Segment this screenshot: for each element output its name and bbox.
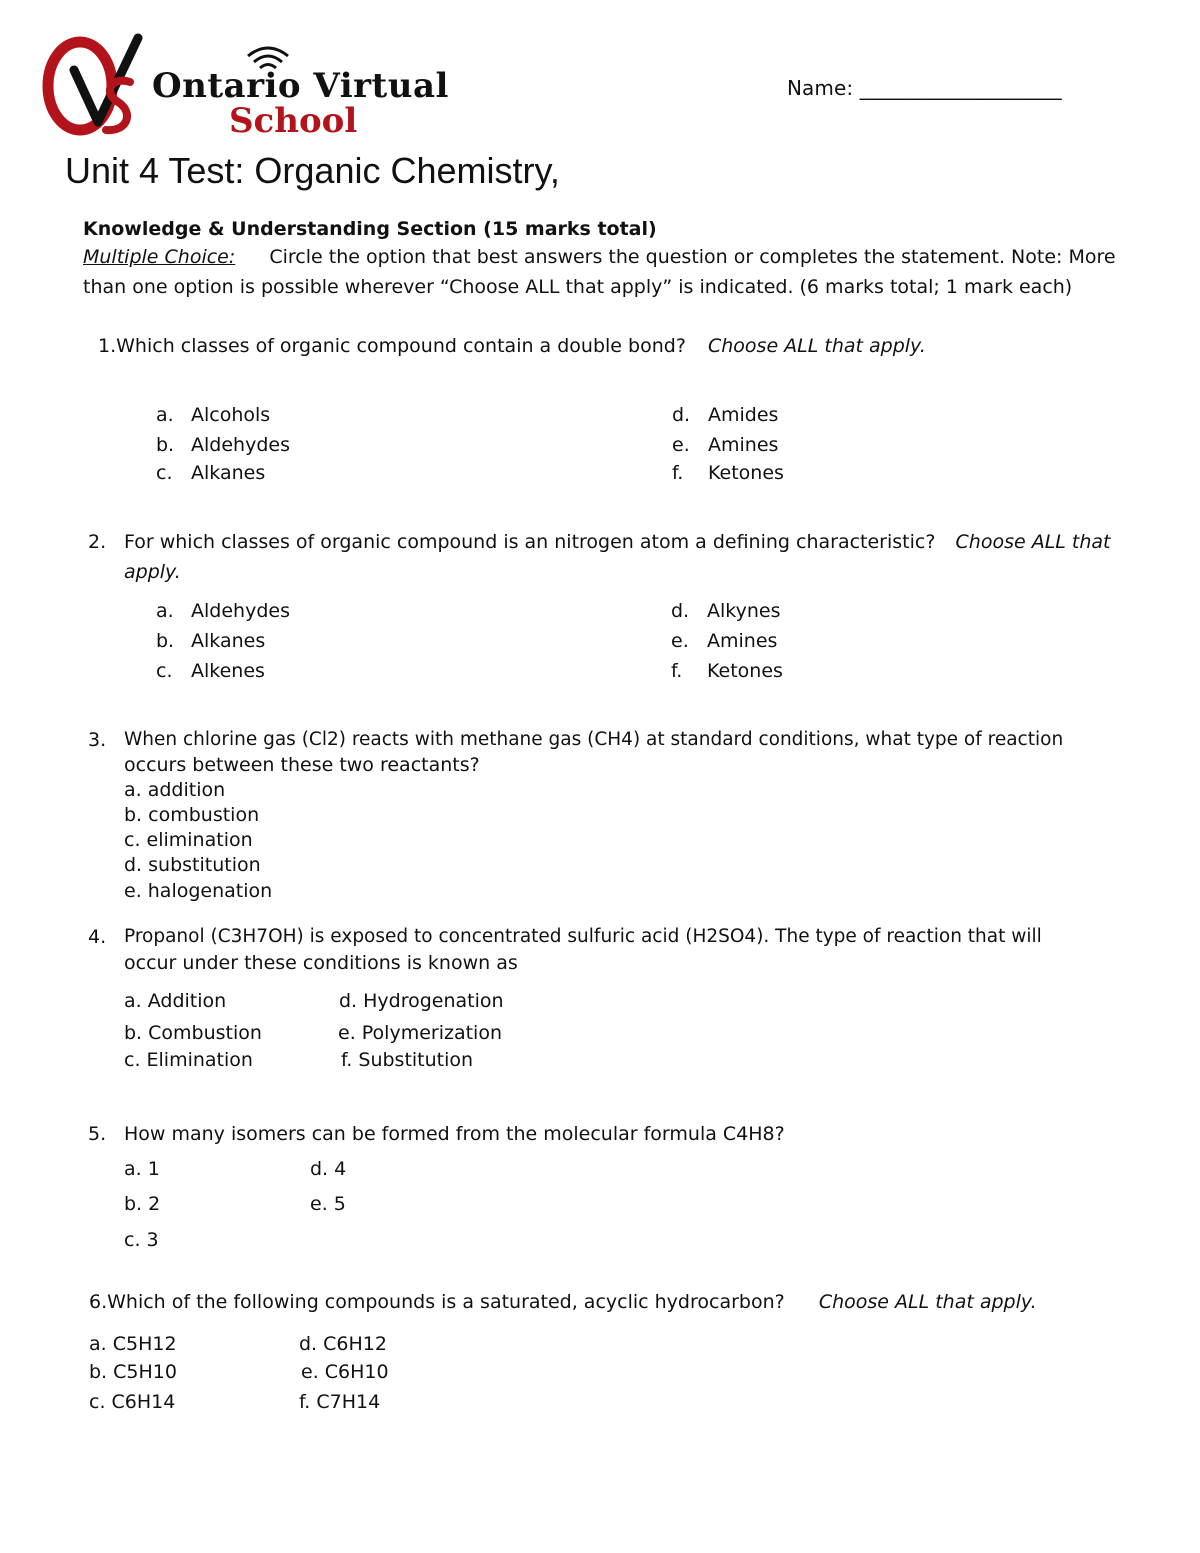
logo-line2: School <box>229 101 358 141</box>
q5-number: 5. <box>88 1123 107 1145</box>
q1-hint: Choose ALL that apply. <box>708 335 926 357</box>
q5-option-e[interactable]: e. 5 <box>310 1193 346 1215</box>
q2-option-d[interactable]: Alkynes <box>707 600 781 622</box>
q1-option-a[interactable]: Alcohols <box>191 404 271 426</box>
q4-text-1: Propanol (C3H7OH) is exposed to concentrated sulfuric acid (H2SO4). The type of reaction that will <box>124 926 1042 947</box>
q4-option-c[interactable]: c. Elimination <box>124 1049 253 1071</box>
page-title: Unit 4 Test: Organic Chemistry, <box>65 150 560 191</box>
q3-text-2: occurs between these two reactants? <box>124 754 480 776</box>
q4-option-b[interactable]: b. Combustion <box>124 1022 262 1044</box>
q2-option-b-letter: b. <box>156 630 175 652</box>
q1-option-d[interactable]: Amides <box>708 404 779 426</box>
q5-option-d[interactable]: d. 4 <box>310 1158 347 1180</box>
q6-option-f[interactable]: f. C7H14 <box>299 1391 381 1413</box>
q6-option-a[interactable]: a. C5H12 <box>89 1333 177 1355</box>
q6-option-e[interactable]: e. C6H10 <box>301 1361 389 1383</box>
q2-option-e-letter: e. <box>671 630 689 652</box>
q1-option-c-letter: c. <box>156 462 173 484</box>
ovs-logo-mark <box>40 30 150 140</box>
q6-option-d[interactable]: d. C6H12 <box>299 1333 387 1355</box>
q6-text: 6.Which of the following compounds is a saturated, acyclic hydrocarbon? <box>89 1291 785 1313</box>
section-heading: Knowledge & Understanding Section (15 marks total) <box>83 218 657 240</box>
name-blank[interactable]: ____________________ <box>859 76 1062 100</box>
q3-option-a[interactable]: a. addition <box>124 779 226 801</box>
q3-number: 3. <box>88 729 107 751</box>
name-field[interactable] <box>787 76 1062 100</box>
q4-number: 4. <box>88 926 107 948</box>
q1-option-e-letter: e. <box>672 434 690 456</box>
q1-option-c[interactable]: Alkanes <box>191 462 266 484</box>
question-1 <box>98 335 926 357</box>
q6-option-c[interactable]: c. C6H14 <box>89 1391 176 1413</box>
q6-hint: Choose ALL that apply. <box>818 1291 1037 1313</box>
q4-option-a[interactable]: a. Addition <box>124 990 227 1012</box>
q4-option-d[interactable]: d. Hydrogenation <box>339 990 504 1012</box>
q2-text: For which classes of organic compound is an nitrogen atom a defining characteristic? <box>124 531 936 553</box>
q5-option-c[interactable]: c. 3 <box>124 1229 159 1251</box>
question-2 <box>124 531 1111 553</box>
question-6 <box>89 1291 1037 1313</box>
q1-option-b[interactable]: Aldehydes <box>191 434 290 456</box>
q1-option-e[interactable]: Amines <box>708 434 779 456</box>
instructions-text-1: Circle the option that best answers the question or completes the statement. Note: More <box>269 246 1116 268</box>
q5-option-b[interactable]: b. 2 <box>124 1193 161 1215</box>
q3-option-b[interactable]: b. combustion <box>124 804 260 826</box>
q5-text: How many isomers can be formed from the molecular formula C4H8? <box>124 1123 785 1145</box>
q4-text-2: occur under these conditions is known as <box>124 952 518 974</box>
q3-option-d[interactable]: d. substitution <box>124 854 261 876</box>
q1-option-f-letter: f. <box>672 462 684 484</box>
q2-option-c-letter: c. <box>156 660 173 682</box>
q1-option-f[interactable]: Ketones <box>708 462 784 484</box>
q2-option-f-letter: f. <box>671 660 683 682</box>
q3-option-c[interactable]: c. elimination <box>124 829 253 851</box>
q2-option-a[interactable]: Aldehydes <box>191 600 290 622</box>
q2-option-a-letter: a. <box>156 600 174 622</box>
instructions-line-1 <box>83 246 1116 268</box>
logo-line1: Ontario Virtual <box>152 66 449 106</box>
q3-option-e[interactable]: e. halogenation <box>124 880 273 902</box>
mc-label: Multiple Choice: <box>83 246 236 268</box>
q2-number: 2. <box>88 531 107 553</box>
q2-hint-2: apply. <box>124 561 181 583</box>
q1-option-a-letter: a. <box>156 404 174 426</box>
q4-option-e[interactable]: e. Polymerization <box>338 1022 502 1044</box>
q1-number: 1. <box>98 335 117 357</box>
q2-option-b[interactable]: Alkanes <box>191 630 266 652</box>
q1-option-d-letter: d. <box>672 404 691 426</box>
q2-option-c[interactable]: Alkenes <box>191 660 265 682</box>
q3-text-1: When chlorine gas (Cl2) reacts with methane gas (CH4) at standard conditions, what type of reaction <box>124 729 1064 750</box>
name-label: Name: <box>787 76 854 100</box>
q1-option-b-letter: b. <box>156 434 175 456</box>
q1-text: Which classes of organic compound contain a double bond? <box>116 335 686 357</box>
q2-hint-1: Choose ALL that <box>955 531 1111 553</box>
q2-option-f[interactable]: Ketones <box>707 660 783 682</box>
q2-option-e[interactable]: Amines <box>707 630 778 652</box>
q6-option-b[interactable]: b. C5H10 <box>89 1361 177 1383</box>
instructions-line-2: than one option is possible wherever “Choose ALL that apply” is indicated. (6 marks total; 1 mark each) <box>83 276 1073 298</box>
q5-option-a[interactable]: a. 1 <box>124 1158 160 1180</box>
q2-option-d-letter: d. <box>671 600 690 622</box>
q4-option-f[interactable]: f. Substitution <box>341 1049 474 1071</box>
